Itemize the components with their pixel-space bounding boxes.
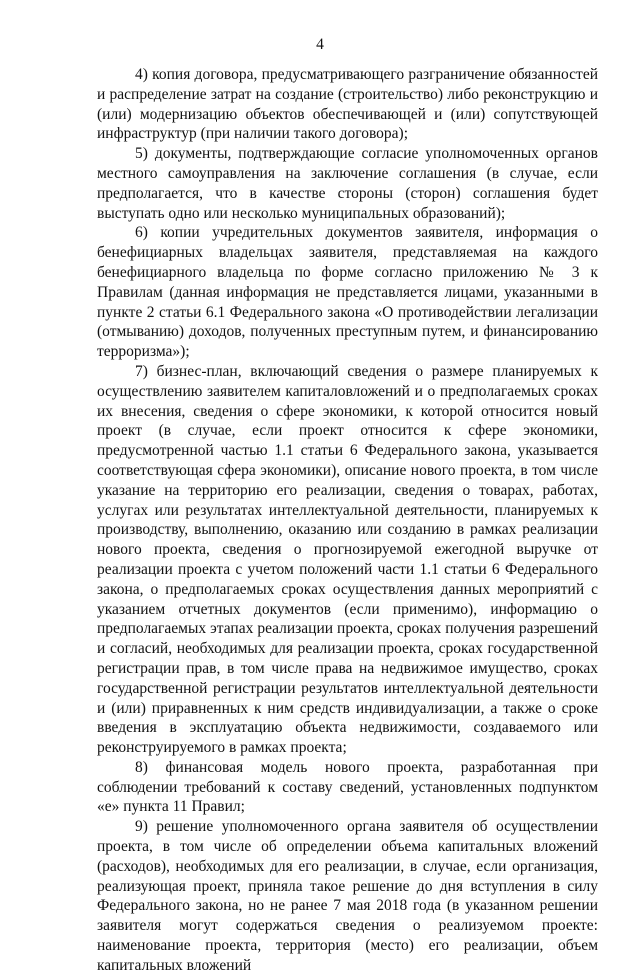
paragraph-item-9: 9) решение уполномоченного органа заявителя об осуществлении проекта, в том числе об определении объема капитальных вложений (расходов), необходимых для его реализации, в случае, если организация, реализующая проект, приняла такое решение до дня вступления в силу Федерального закона, но не ранее 7 мая 2018 года (в указанном решении заявителя могут содержаться сведения о реализуемом проекте: наименование проекта, территория (место) его реализации, объем капитальных вложений	[97, 818, 598, 974]
document-body	[97, 65, 598, 976]
paragraph-item-8: 8) финансовая модель нового проекта, разработанная при соблюдении требований к составу сведений, установленных подпунктом «е» пункта 11 Правил;	[97, 758, 598, 816]
paragraph-item-4: 4) копия договора, предусматривающего разграничение обязанностей и распределение затрат на создание (строительство) либо реконструкцию и (или) модернизацию объектов обеспечивающей и (или) сопутствующей инфраструктур (при наличии такого договора);	[97, 66, 598, 143]
paragraph-item-6: 6) копии учредительных документов заявителя, информация о бенефициарных владельцах заявителя, представляемая на каждого бенефициарного владельца по форме согласно приложению № 3 к Правилам (данная информация не представляется лицами, указанными в пункте 2 статьи 6.1 Федерального закона «О противодействии легализации (отмыванию) доходов, полученных преступным путем, и финансированию терроризма»);	[97, 224, 598, 361]
page-number: 4	[316, 36, 324, 53]
paragraph-item-7: 7) бизнес-план, включающий сведения о размере планируемых к осуществлению заявителем капиталовложений и о предполагаемых сроках их внесения, сведения о сфере экономики, к которой относится новый проект (в случае, если проект относится к сфере экономики, предусмотренной частью 1.1 статьи 6 Федерального закона, указывается соответствующая сфера экономики), описание нового проекта, в том числе указание на территорию его реализации, сведения о товарах, работах, услугах или результатах интеллектуальной деятельности, планируемых к производству, выполнению, оказанию или созданию в рамках реализации нового проекта, сведения о прогнозируемой ежегодной выручке от реализации проекта с учетом положений части 1.1 статьи 6 Федерального закона, о предполагаемых сроках осуществления данных мероприятий с указанием отчетных документов (если применимо), информацию о предполагаемых этапах реализации проекта, сроках получения разрешений и согласий, необходимых для реализации проекта, сроках государственной регистрации прав, в том числе права на недвижимое имущество, сроках государственной регистрации результатов интеллектуальной деятельности и (или) приравненных к ним средств индивидуализации, а также о сроке введения в эксплуатацию объекта недвижимости, создаваемого или реконструируемого в рамках проекта;	[97, 362, 598, 757]
paragraph-item-5: 5) документы, подтверждающие согласие уполномоченных органов местного самоуправления на заключение соглашения (в случае, если предполагается, что в качестве стороны (сторон) соглашения будет выступать одно или несколько муниципальных образований);	[97, 145, 598, 222]
